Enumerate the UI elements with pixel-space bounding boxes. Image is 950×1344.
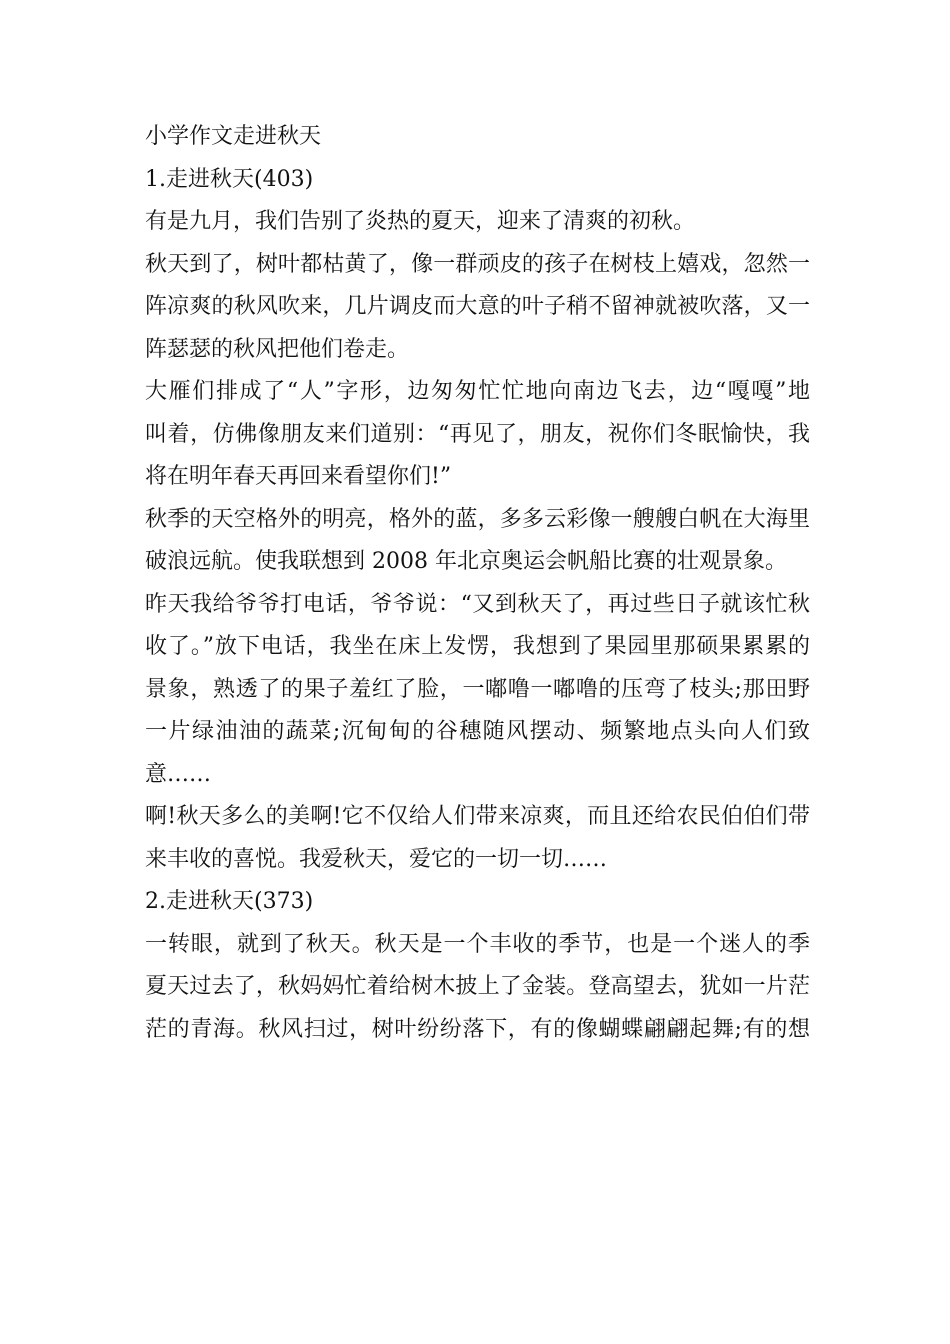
text-line: 夏天过去了，秋妈妈忙着给树木披上了金装。登高望去，犹如一片茫	[145, 974, 810, 999]
text-line: 一片绿油油的蔬菜;沉甸甸的谷穗随风摆动、频繁地点头向人们致	[145, 719, 810, 744]
text-line: 大雁们排成了“人”字形，边匆匆忙忙地向南边飞去，边“嘎嘎”地	[145, 379, 810, 404]
text-lines	[145, 159, 810, 1052]
text-line: 阵凉爽的秋风吹来，几片调皮而大意的叶子稍不留神就被吹落，又一	[145, 294, 810, 319]
text-line: 景象，熟透了的果子羞红了脸，一嘟噜一嘟噜的压弯了枝头;那田野	[145, 676, 810, 702]
text-line: 一转眼，就到了秋天。秋天是一个丰收的季节，也是一个迷人的季	[145, 931, 810, 957]
text-line: 有是九月，我们告别了炎热的夏天，迎来了清爽的初秋。	[145, 209, 696, 234]
document-body	[145, 116, 810, 1051]
text-line: 茫的青海。秋风扫过，树叶纷纷落下，有的像蝴蝶翩翩起舞;有的想	[145, 1016, 810, 1042]
text-line: 昨天我给爷爷打电话，爷爷说：“又到秋天了，再过些日子就该忙秋	[145, 591, 810, 617]
text-line: 叫着，仿佛像朋友来们道别：“再见了，朋友，祝你们冬眠愉快，我	[145, 421, 810, 447]
text-line: 破浪远航。使我联想到 2008 年北京奥运会帆船比赛的壮观景象。	[145, 549, 787, 574]
text-line: 将在明年春天再回来看望你们!”	[145, 464, 452, 489]
text-line: 收了。”放下电话，我坐在床上发愣，我想到了果园里那硕果累累的	[145, 634, 810, 659]
text-line: 阵瑟瑟的秋风把他们卷走。	[145, 336, 410, 362]
text-line: 啊!秋天多么的美啊!它不仅给人们带来凉爽，而且还给农民伯伯们带	[145, 804, 810, 829]
text-line: 秋天到了，树叶都枯黄了，像一群顽皮的孩子在树枝上嬉戏，忽然一	[145, 251, 810, 277]
text-line: 1.走进秋天(403)	[145, 166, 314, 192]
text-line: 2.走进秋天(373)	[145, 889, 314, 914]
text-line: 秋季的天空格外的明亮，格外的蓝，多多云彩像一艘艘白帆在大海里	[145, 506, 810, 532]
text-line: 意……	[145, 761, 212, 787]
text-line: 来丰收的喜悦。我爱秋天，爱它的一切一切……	[145, 846, 608, 872]
document-title: 小学作文走进秋天	[145, 124, 322, 149]
